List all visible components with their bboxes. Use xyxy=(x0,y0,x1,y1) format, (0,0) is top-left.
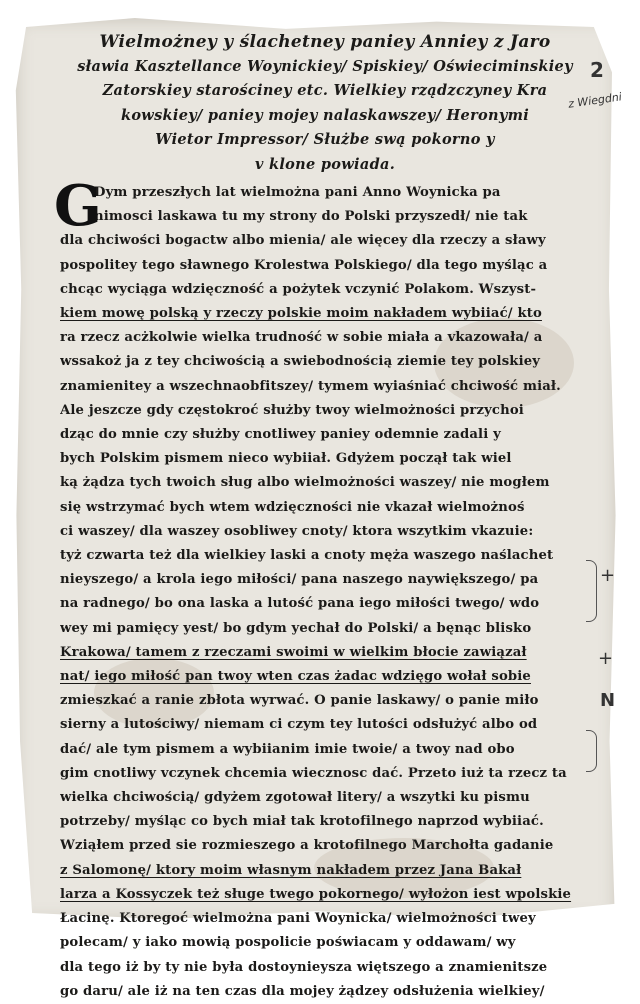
body-line: na radnego/ bo ona laska a lutość pana iego miłości twego/ wdo xyxy=(60,596,540,612)
body-line: larza a Kossyczek też sługe twego pokornego/ wyłożon iest wpolskie xyxy=(60,886,572,902)
body-line: chcąc wyciąga wdzięczność a pożytek vczynić Polakom. Wszyst- xyxy=(60,281,537,297)
body-line: Wziąłem przed sie rozmieszego a krotofilnego Marchołta gadanie xyxy=(60,838,554,854)
margin-bracket xyxy=(586,560,597,622)
heading-line: sławia Kasztellance Woynickiey/ Spiskiey/ Oświeciminskiey xyxy=(77,57,573,75)
cross-mark: + xyxy=(598,648,614,669)
body-line: bych Polskim pismem nieco wybiiał. Gdyżem począł tak wiel xyxy=(60,451,512,467)
page-number: 2 xyxy=(590,58,604,82)
heading-line: kowskiey/ paniey mojey nalaskawszey/ Heronymi xyxy=(120,106,530,124)
body-line: gim cnotliwy vczynek chcemia wiecznosc dać. Przeto iuż ta rzecz ta xyxy=(60,765,567,781)
printed-text xyxy=(54,30,590,1004)
plus-mark: + xyxy=(600,565,616,586)
body-line: pospolitey tego sławnego Krolestwa Polskiego/ dla tego myśląc a xyxy=(60,257,548,273)
body-line: znamienitey a wszechnaobfitszey/ tymem wyiaśniać chciwość miał. xyxy=(60,378,561,394)
body-line: go daru/ ale iż na ten czas dla mojey żądzey odsłużenia wielkiey/ xyxy=(60,983,545,999)
heading-line: Wietor Impressor/ Służbe swą pokorno y xyxy=(155,131,495,148)
drop-cap-initial: G xyxy=(54,173,102,239)
body-line: wey mi pamięcy yest/ bo gdym yechał do Polski/ a bęnąc blisko xyxy=(60,620,532,636)
heading-line: Zatorskiey starościney etc. Wielkiey rządzczyney Kra xyxy=(102,82,548,99)
body-line: nieyszego/ a krola iego miłości/ pana naszego naywiększego/ pa xyxy=(60,572,539,588)
body-line: potrzeby/ myśląc co bych miał tak krotofilnego naprzod wybiiać. xyxy=(60,814,544,830)
body-line: wielka chciwością/ gdyżem zgotował litery/ a wszytki ku pismu xyxy=(60,790,530,806)
body-line: sierny a lutościwy/ niemam ci czym tey lutości odsłużyć albo od xyxy=(60,717,538,733)
body-line: polecam/ y iako mowią pospolicie poświacam y oddawam/ wy xyxy=(60,935,516,951)
body-line: się wstrzymać bych wtem wdzięczności nie vkazał wielmożnoś xyxy=(60,499,525,515)
n-mark: N xyxy=(600,690,616,711)
body-line: dać/ ale tym pismem a wybiianim imie twoie/ a twoy nad obo xyxy=(60,741,515,757)
body-line: dla tego iż by ty nie była dostoynieysza więtszego a znamienitsze xyxy=(60,959,548,975)
body-line: nat/ iego miłość pan twoy wten czas żadac wdzięgo wołał sobie xyxy=(60,669,531,685)
body-line: zmieszkać a ranie zbłota wyrwać. O panie laskawy/ o panie miło xyxy=(60,693,539,709)
body-text xyxy=(54,173,590,1004)
body-line: Dym przeszłych lat wielmożna pani Anno Woynicka pa xyxy=(94,185,501,200)
body-line: ką żądza tych twoich sług albo wielmożności waszey/ nie mogłem xyxy=(60,475,550,491)
body-line: kiem mowę polską y rzeczy polskie moim nakładem wybiiać/ kto xyxy=(60,306,542,322)
body-line: ci waszey/ dla waszey osobliwey cnoty/ ktora wszytkim vkazuie: xyxy=(60,523,534,539)
handwritten-side-note: z Wiegdni xyxy=(567,90,623,111)
heading-line: v klone powiada. xyxy=(254,155,396,173)
body-line: tyż czwarta też dla wielkiey laski a cnoty męża waszego naślachet xyxy=(60,548,554,564)
margin-bracket xyxy=(586,730,597,772)
heading-line: Wielmożney y ślachetney paniey Anniey z Jaro xyxy=(99,32,551,52)
body-line: wssakoż ja z tey chciwością a swiebodnością ziemie tey polskiey xyxy=(60,354,541,370)
body-line: Ale jeszcze gdy częstokroć służby twoy wielmożności przychoi xyxy=(60,402,524,418)
body-line: Łacinę. Ktoregoć wielmożna pani Woynicka/ wielmożności twey xyxy=(60,911,536,927)
body-line: Krakowa/ tamem z rzeczami swoimi w wielkim błocie zawiązał xyxy=(60,644,527,660)
dedication-heading xyxy=(60,30,590,177)
body-line: dla chciwości bogactw albo mienia/ ale więcey dla rzeczy a sławy xyxy=(60,233,546,249)
body-line: ra rzecz acżkolwie wielka trudność w sobie miała a vkazowała/ a xyxy=(60,330,543,346)
body-line: nimosci laskawa tu my strony do Polski przyszedł/ nie tak xyxy=(94,209,528,225)
body-line: dząc do mnie czy służby cnotliwey paniey odemnie zadali y xyxy=(60,427,501,443)
body-line: z Salomonę/ ktory moim własnym nakładem przez Jana Bakał xyxy=(60,862,522,878)
